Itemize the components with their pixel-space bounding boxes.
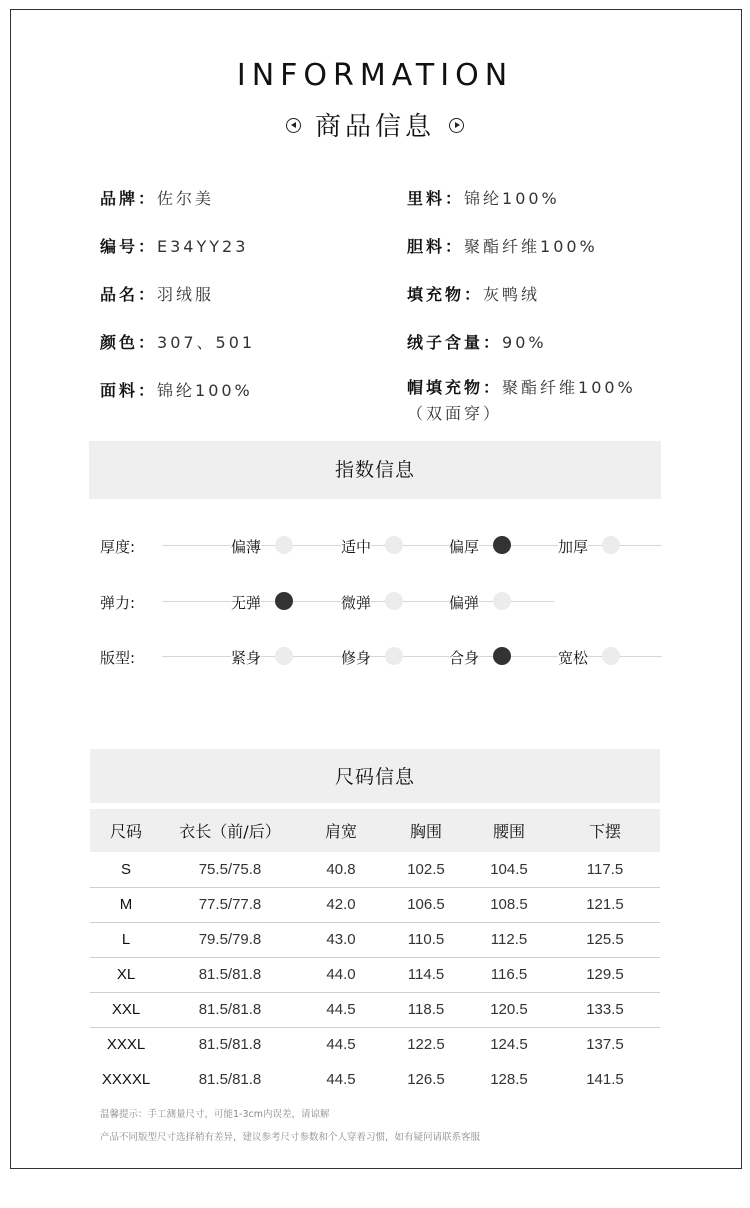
table-row [90, 992, 660, 1027]
table-row [90, 957, 660, 992]
size-section-title: 尺码信息 [90, 749, 660, 803]
cell-length: 79.5/79.8 [162, 922, 298, 957]
option-slight-stretch: 微弹 [341, 594, 372, 612]
title-chinese-text: 商品信息 [314, 112, 435, 142]
info-key: 帽填充物： [407, 378, 503, 397]
header-waist: 腰围 [468, 809, 550, 852]
cell-hem: 133.5 [550, 992, 660, 1027]
size-table-header [90, 809, 660, 852]
info-key: 编号： [100, 237, 158, 256]
cell-waist: 112.5 [468, 922, 550, 957]
info-key: 胆料： [407, 237, 465, 256]
header-length: 衣长（前/后） [162, 809, 298, 852]
cell-size: S [90, 852, 162, 887]
option-thick: 偏厚 [449, 538, 480, 556]
cell-chest: 106.5 [384, 887, 468, 922]
option-dot-selected [493, 647, 511, 665]
cell-waist: 116.5 [468, 957, 550, 992]
info-value: 聚酯纤维100% [464, 237, 598, 256]
cell-length: 81.5/81.8 [162, 992, 298, 1027]
cell-shoulder: 42.0 [298, 887, 384, 922]
table-row [90, 1027, 660, 1062]
table-row [90, 922, 660, 957]
info-hood-filling [407, 375, 667, 427]
note-measurement: 温馨提示：手工测量尺寸，可能1-3cm内误差，请谅解 [100, 1109, 330, 1120]
arrow-right-icon [449, 118, 464, 133]
option-stretchy: 偏弹 [449, 594, 480, 612]
info-down-content [407, 330, 547, 356]
info-value: 聚酯纤维100% [502, 378, 636, 397]
cell-chest: 118.5 [384, 992, 468, 1027]
cell-hem: 137.5 [586, 1036, 624, 1054]
option-extra-thick: 加厚 [558, 538, 589, 556]
option-dot [275, 536, 293, 554]
cell-size: XXL [90, 992, 162, 1027]
header-chest: 胸围 [384, 809, 468, 852]
info-key: 颜色： [100, 333, 158, 352]
cell-shoulder: 44.5 [326, 1036, 356, 1054]
cell-chest: 126.5 [407, 1071, 445, 1088]
arrow-left-icon [286, 118, 301, 133]
table-row [90, 887, 660, 922]
option-loose: 宽松 [558, 649, 589, 667]
cell-hem: 121.5 [550, 887, 660, 922]
cell-length: 81.5/81.8 [198, 1071, 262, 1088]
cell-size: XXXXL [101, 1071, 151, 1088]
option-thin: 偏薄 [231, 538, 262, 556]
info-value: 307、501 [157, 333, 256, 352]
cell-chest: 122.5 [407, 1036, 445, 1054]
cell-hem: 117.5 [550, 852, 660, 887]
index-label-fit: 版型: [100, 649, 136, 667]
info-value: 90% [502, 333, 547, 352]
info-value: 锦纶100% [464, 189, 560, 208]
info-key: 绒子含量： [407, 333, 503, 352]
cell-waist: 128.5 [490, 1071, 528, 1088]
header-size: 尺码 [90, 809, 162, 852]
cell-size: XXXL [106, 1036, 146, 1054]
cell-chest: 114.5 [384, 957, 468, 992]
info-brand [100, 186, 214, 212]
cell-shoulder: 44.0 [298, 957, 384, 992]
option-dot [493, 592, 511, 610]
cell-hem: 141.5 [586, 1071, 624, 1088]
cell-shoulder: 43.0 [298, 922, 384, 957]
cell-chest: 110.5 [384, 922, 468, 957]
cell-chest: 102.5 [384, 852, 468, 887]
cell-length: 77.5/77.8 [162, 887, 298, 922]
option-dot [385, 536, 403, 554]
option-dot [385, 592, 403, 610]
info-key: 里料： [407, 189, 465, 208]
info-value: 灰鸭绒 [483, 285, 541, 304]
info-value: E34YY23 [157, 237, 249, 256]
info-value: 羽绒服 [157, 285, 215, 304]
info-key: 填充物： [407, 285, 484, 304]
info-bladder [407, 234, 598, 260]
table-row [90, 1062, 660, 1097]
cell-waist: 124.5 [490, 1036, 528, 1054]
cell-hem: 129.5 [550, 957, 660, 992]
info-shell [100, 378, 253, 404]
index-label-elasticity: 弹力: [100, 594, 136, 612]
title-english: INFORMATION [236, 58, 514, 93]
option-slim: 修身 [341, 649, 372, 667]
info-value: 佐尔美 [157, 189, 215, 208]
option-dot [602, 536, 620, 554]
option-dot-selected [275, 592, 293, 610]
cell-shoulder: 40.8 [298, 852, 384, 887]
header-hem: 下摆 [550, 809, 660, 852]
option-dot [385, 647, 403, 665]
cell-length: 81.5/81.8 [162, 957, 298, 992]
info-key: 面料： [100, 381, 158, 400]
info-code [100, 234, 248, 260]
info-lining [407, 186, 560, 212]
info-value: 锦纶100% [157, 381, 253, 400]
info-key: 品名： [100, 285, 158, 304]
option-tight: 紧身 [231, 649, 262, 667]
cell-shoulder: 44.5 [298, 992, 384, 1027]
cell-hem: 125.5 [550, 922, 660, 957]
option-medium: 适中 [341, 538, 372, 556]
cell-waist: 120.5 [468, 992, 550, 1027]
cell-length: 81.5/81.8 [198, 1036, 262, 1054]
table-row [90, 852, 660, 887]
title-chinese [0, 106, 750, 143]
cell-size: L [90, 922, 162, 957]
option-dot [602, 647, 620, 665]
header-shoulder: 肩宽 [298, 809, 384, 852]
info-name [100, 282, 214, 308]
cell-size: M [90, 887, 162, 922]
size-table [90, 809, 660, 1097]
index-section-title: 指数信息 [89, 441, 661, 499]
info-filling [407, 282, 540, 308]
cell-waist: 108.5 [468, 887, 550, 922]
cell-waist: 104.5 [468, 852, 550, 887]
option-dot [275, 647, 293, 665]
option-no-stretch: 无弹 [231, 594, 262, 612]
cell-shoulder: 44.5 [326, 1071, 356, 1088]
index-label-thickness: 厚度: [100, 538, 136, 556]
option-regular: 合身 [449, 649, 480, 667]
note-fit-advice: 产品不同版型尺寸选择稍有差异，建议参考尺寸参数和个人穿着习惯，如有疑问请联系客服 [100, 1132, 481, 1143]
option-dot-selected [493, 536, 511, 554]
cell-length: 75.5/75.8 [162, 852, 298, 887]
info-value-note: （双面穿） [407, 404, 503, 423]
cell-size: XL [90, 957, 162, 992]
info-color [100, 330, 255, 356]
info-key: 品牌： [100, 189, 158, 208]
